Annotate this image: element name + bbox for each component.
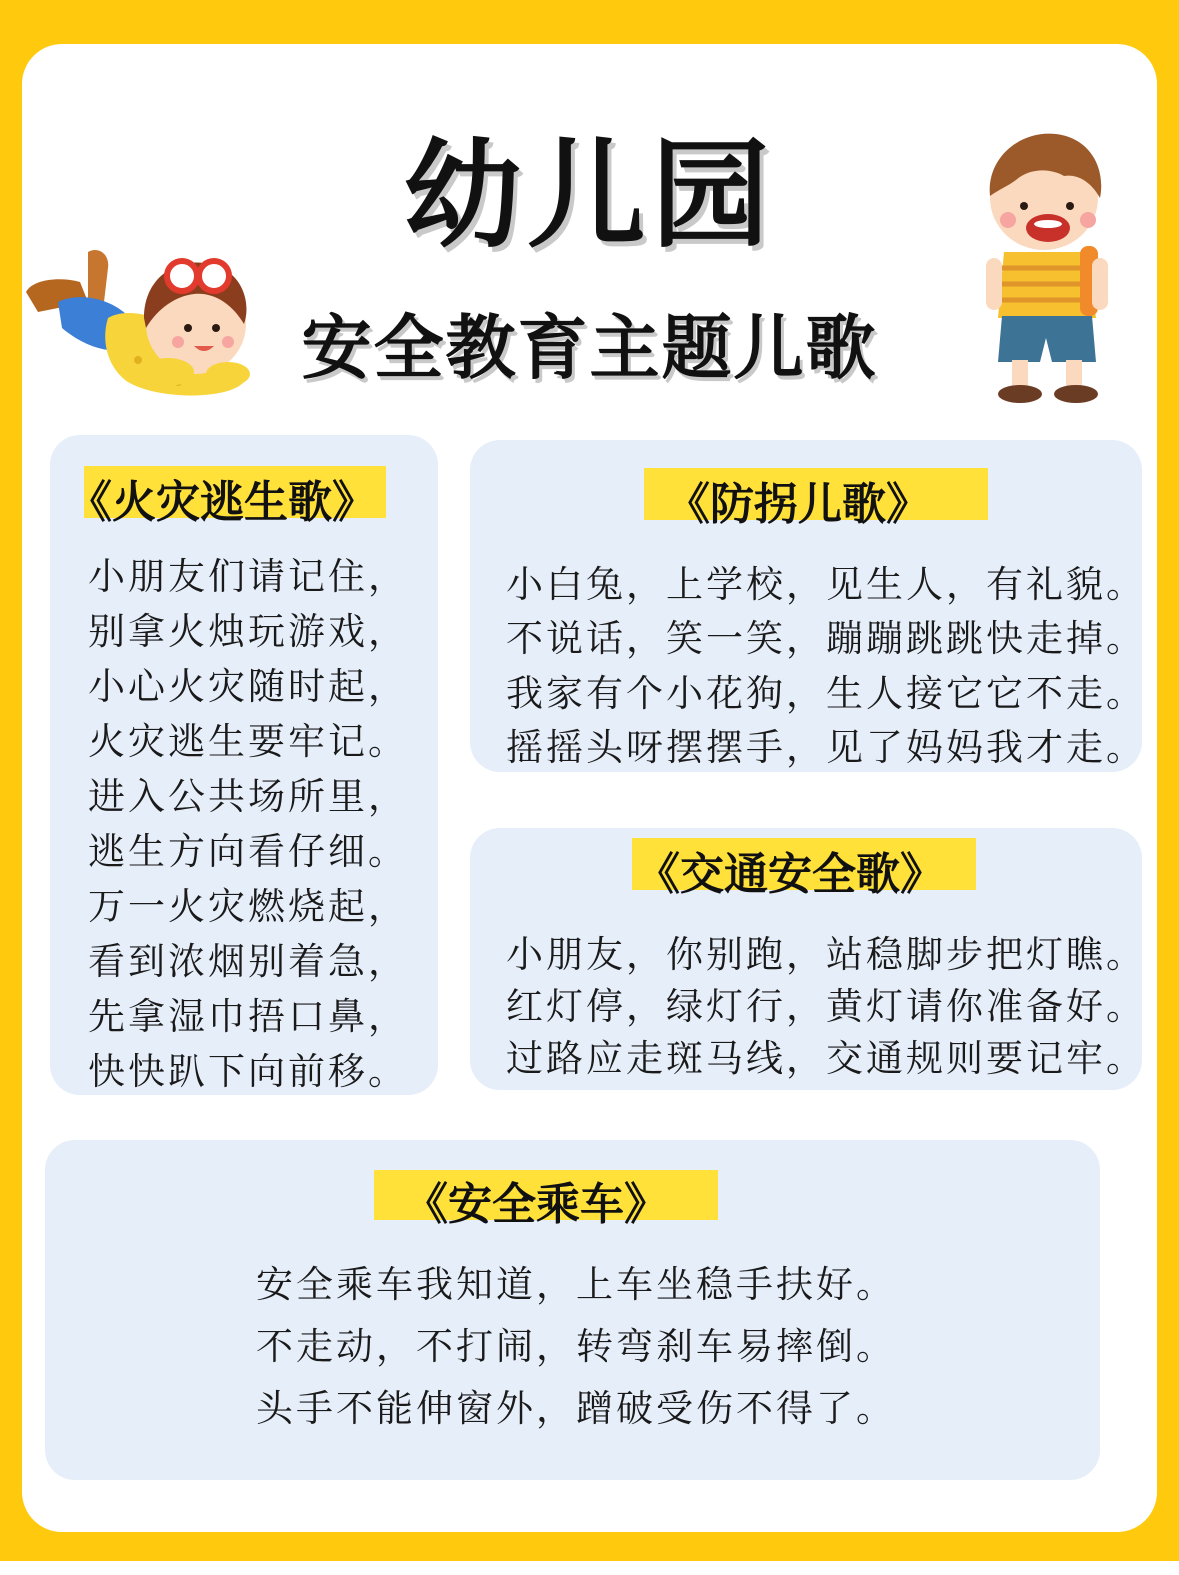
ride-poem-title: 《安全乘车》 (404, 1179, 668, 1230)
ride-poem-line: 安全乘车我知道，上车坐稳手扶好。 (256, 1263, 896, 1306)
fire-poem-line: 看到浓烟别着急， (88, 940, 408, 983)
fire-poem-line: 万一火灾燃烧起， (88, 885, 408, 928)
fire-poem-line: 火灾逃生要牢记。 (88, 720, 408, 763)
ride-poem-line: 不走动，不打闹，转弯刹车易摔倒。 (256, 1325, 896, 1368)
bottom-strip (0, 1561, 1179, 1575)
abduction-poem-line: 小白兔，上学校，见生人，有礼貌。 (506, 563, 1146, 606)
fire-poem-line: 别拿火烛玩游戏， (88, 610, 408, 653)
fire-poem-line: 小朋友们请记住， (88, 555, 408, 598)
traffic-poem-title: 《交通安全歌》 (636, 849, 944, 900)
page-subtitle: 安全教育主题儿歌 (301, 307, 878, 389)
fire-poem-line: 逃生方向看仔细。 (88, 830, 408, 873)
traffic-poem-line: 小朋友，你别跑，站稳脚步把灯瞧。 (506, 933, 1146, 976)
fire-poem-line: 先拿湿巾捂口鼻， (88, 995, 408, 1038)
traffic-poem-line: 过路应走斑马线，交通规则要记牢。 (506, 1037, 1146, 1080)
page-title: 幼儿园 (403, 126, 776, 264)
abduction-poem-line: 摇摇头呀摆摆手，见了妈妈我才走。 (506, 726, 1146, 769)
abduction-poem-line: 不说话，笑一笑，蹦蹦跳跳快走掉。 (506, 617, 1146, 660)
ride-poem-line: 头手不能伸窗外，蹭破受伤不得了。 (256, 1387, 896, 1430)
fire-poem-line: 进入公共场所里， (88, 775, 408, 818)
fire-poem-title: 《火灾逃生歌》 (68, 477, 376, 528)
fire-poem-line: 小心火灾随时起， (88, 665, 408, 708)
abduction-poem-line: 我家有个小花狗，生人接它它不走。 (506, 672, 1146, 715)
traffic-poem-line: 红灯停，绿灯行，黄灯请你准备好。 (506, 985, 1146, 1028)
fire-poem-line: 快快趴下向前移。 (88, 1050, 408, 1093)
abduction-poem-title: 《防拐儿歌》 (666, 479, 930, 530)
